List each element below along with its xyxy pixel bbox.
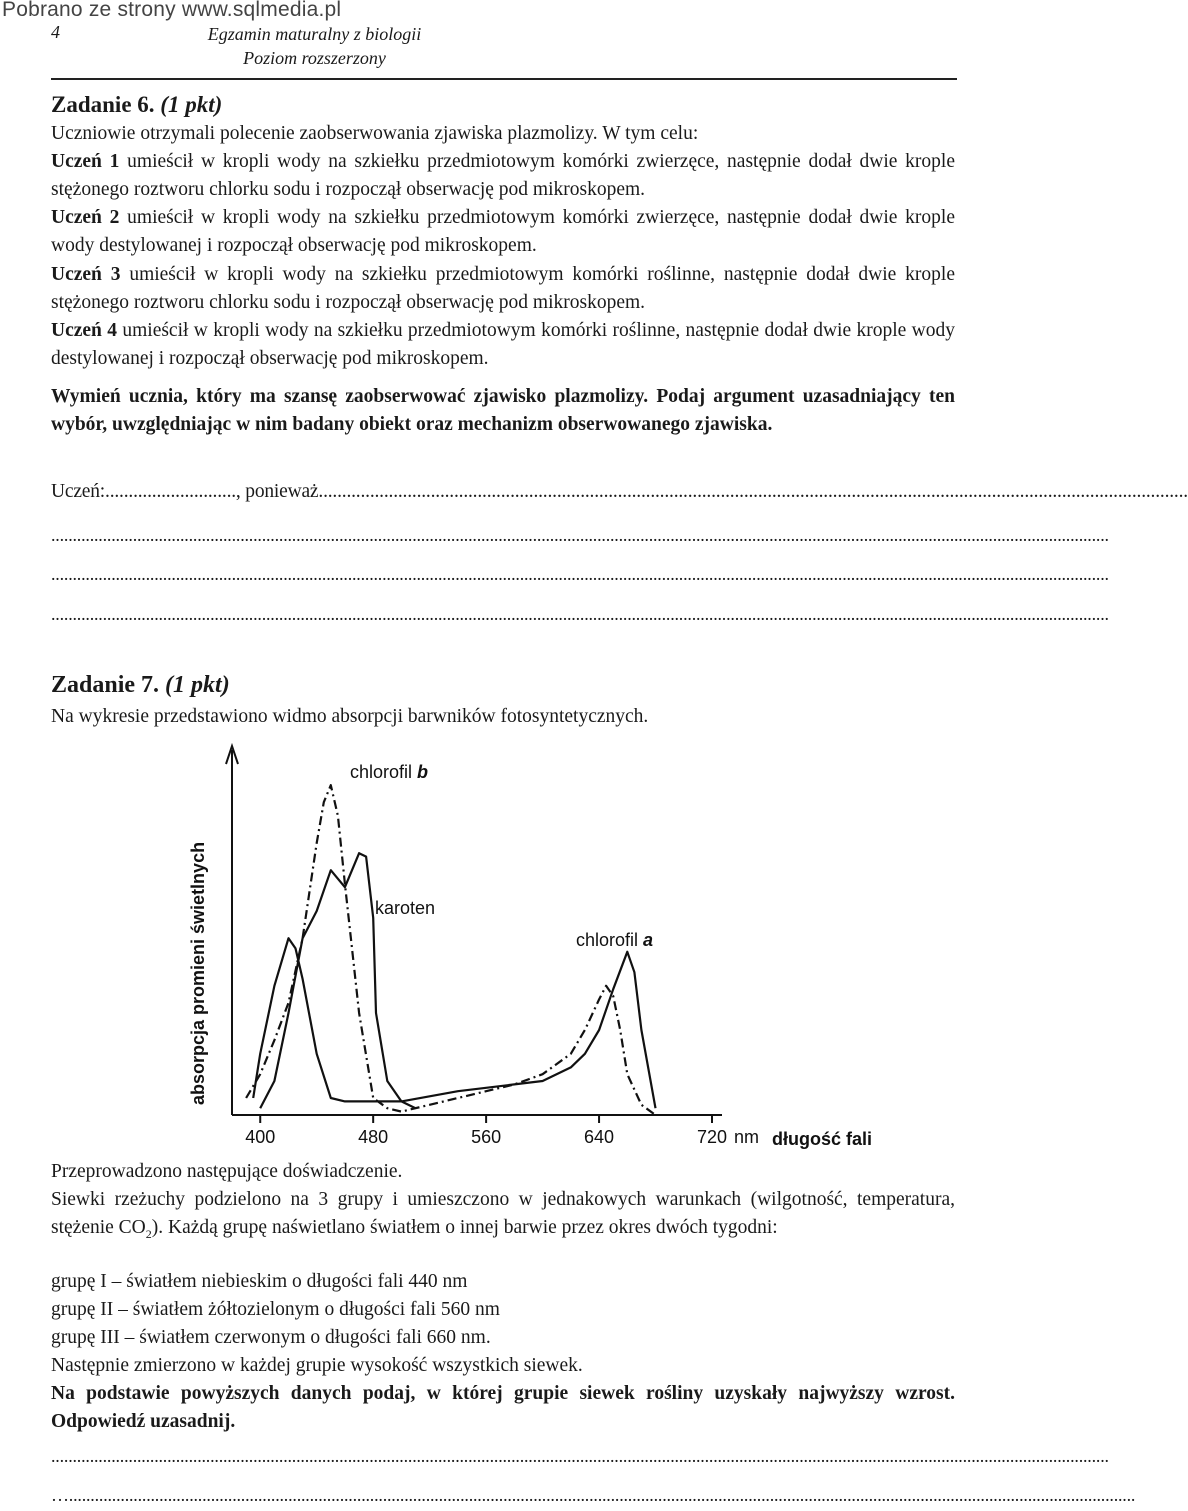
student-label: Uczeń 3 bbox=[51, 264, 121, 285]
task6-student-4 bbox=[51, 317, 955, 373]
task7-answer-line-2[interactable]: …........................................................................................................................................................................................................................................................ bbox=[51, 1485, 1136, 1505]
experiment-title: Przeprowadzono następujące doświadczenie. bbox=[51, 1161, 403, 1182]
task6-answer-line-2[interactable]: ...................................................................................................................................................................................................................................................... bbox=[51, 525, 1109, 545]
task6-intro: Uczniowie otrzymali polecenie zaobserwowania zjawiska plazmolizy. W tym celu: bbox=[51, 123, 699, 144]
series-line-karoten bbox=[260, 853, 415, 1108]
x-tick-label: 480 bbox=[358, 1127, 389, 1147]
dots-fill: .......................................................................................................................................................................................... bbox=[318, 481, 1188, 502]
x-tick-label: 720 bbox=[696, 1127, 728, 1147]
series-label: chlorofil b bbox=[350, 762, 429, 782]
task6-title bbox=[51, 92, 222, 118]
x-tick-label: 560 bbox=[471, 1127, 502, 1147]
header-divider bbox=[51, 78, 957, 80]
student-label: Uczeń 2 bbox=[51, 207, 120, 228]
series-line-chlorofil-b bbox=[246, 785, 655, 1115]
page-number: 4 bbox=[51, 22, 60, 42]
task6-answer-line-3[interactable]: ...................................................................................................................................................................................................................................................... bbox=[51, 564, 1109, 584]
task7-intro: Na wykresie przedstawiono widmo absorpcji barwników fotosyntetycznych. bbox=[51, 706, 649, 727]
x-tick-label: 400 bbox=[245, 1127, 276, 1147]
student-text: umieścił w kropli wody na szkiełku przedmiotowym komórki roślinne, następnie dodał dwie krople stężonego roztworu chlorku sodu i rozpoczął obserwację pod mikroskopem. bbox=[51, 264, 955, 313]
group-1: grupę I – światłem niebieskim o długości fali 440 nm bbox=[51, 1271, 468, 1292]
exam-title-line1: Egzamin maturalny z biologii bbox=[207, 24, 422, 44]
y-axis-label: absorpcja promieni świetlnych bbox=[188, 841, 208, 1105]
task6-number: Zadanie 6. bbox=[51, 92, 155, 117]
watermark: Pobrano ze strony www.sqlmedia.pl bbox=[2, 0, 342, 21]
student-text: umieścił w kropli wody na szkiełku przedmiotowym komórki roślinne, następnie dodał dwie krople wody destylowanej i rozpoczął obserwację pod mikroskopem. bbox=[51, 320, 955, 369]
answer-mid: , ponieważ bbox=[235, 481, 319, 502]
x-unit-label: nm bbox=[734, 1127, 760, 1147]
task6-question: Wymień ucznia, który ma szansę zaobserwować zjawisko plazmolizy. Podaj argument uzasadniający ten wybór, uwzględniając w nim badany obiekt oraz mechanizm obserwowanego zjawiska. bbox=[51, 386, 955, 435]
experiment-text-b: ). Każdą grupę naświetlano światłem o innej barwie przez okres dwóch tygodni: bbox=[151, 1217, 778, 1238]
task6-student-3 bbox=[51, 261, 955, 317]
co2-subscript: 2 bbox=[145, 1226, 152, 1241]
experiment-description bbox=[51, 1186, 955, 1248]
series-line-chlorofil-a bbox=[253, 938, 655, 1108]
x-tick-label: 640 bbox=[584, 1127, 615, 1147]
answer-prefix: Uczeń: bbox=[51, 481, 106, 502]
task6-student-2 bbox=[51, 204, 955, 260]
task6-points: (1 pkt) bbox=[160, 92, 223, 117]
exam-title bbox=[0, 22, 960, 70]
task6-answer-line-4[interactable]: ...................................................................................................................................................................................................................................................... bbox=[51, 604, 1109, 624]
absorption-spectrum-svg bbox=[170, 740, 873, 1150]
student-text: umieścił w kropli wody na szkiełku przedmiotowym komórki zwierzęce, następnie dodał dwie krople wody destylowanej i rozpoczął obserwację pod mikroskopem. bbox=[51, 207, 955, 256]
task7-question: Na podstawie powyższych danych podaj, w której grupie siewek rośliny uzyskały najwyższy wzrost. Odpowiedź uzasadnij. bbox=[51, 1383, 955, 1432]
student-label: Uczeń 4 bbox=[51, 320, 117, 341]
task7-answer-line-1[interactable]: ...................................................................................................................................................................................................................................................... bbox=[51, 1446, 1109, 1466]
student-text: umieścił w kropli wody na szkiełku przedmiotowym komórki zwierzęce, następnie dodał dwie krople stężonego roztworu chlorku sodu i rozpoczął obserwację pod mikroskopem. bbox=[51, 151, 955, 200]
series-label: chlorofil a bbox=[576, 930, 654, 950]
group-3: grupę III – światłem czerwonym o długości fali 660 nm. bbox=[51, 1327, 491, 1348]
task6-answer-line-1[interactable] bbox=[51, 481, 1188, 503]
task7-number: Zadanie 7. bbox=[51, 672, 160, 698]
task7-title bbox=[51, 672, 230, 699]
task6-student-1 bbox=[51, 148, 955, 204]
series-label: karoten bbox=[375, 898, 436, 918]
measurement-text: Następnie zmierzono w każdej grupie wysokość wszystkich siewek. bbox=[51, 1355, 583, 1376]
experiment-text-a: Siewki rzeżuchy podzielono na 3 grupy i umieszczono w jednakowych warunkach (wilgotność, temperatura, stężenie CO bbox=[51, 1189, 955, 1238]
absorption-spectrum-chart bbox=[170, 740, 873, 1150]
group-2: grupę II – światłem żółtozielonym o długości fali 560 nm bbox=[51, 1299, 500, 1320]
exam-title-line2: Poziom rozszerzony bbox=[243, 48, 386, 68]
x-axis-label: długość fali bbox=[772, 1129, 873, 1149]
student-label: Uczeń 1 bbox=[51, 151, 120, 172]
task7-points: (1 pkt) bbox=[165, 672, 230, 698]
dots-fill: ............................ bbox=[105, 481, 236, 502]
